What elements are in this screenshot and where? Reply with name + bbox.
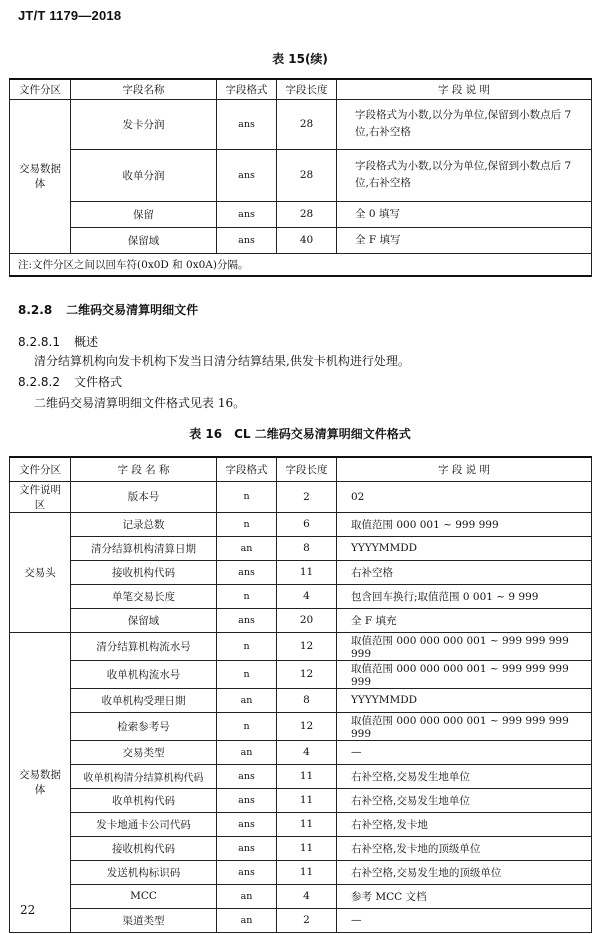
section-heading-828 [18,301,198,318]
table15-note-row [10,253,592,276]
field-length: 11 [277,836,337,860]
field-name: 清分结算机构清算日期 [71,536,217,560]
field-length: 2 [277,481,337,512]
table-note: 注:文件分区之间以回车符(0x0D 和 0x0A)分隔。 [10,253,592,276]
field-name: 交易类型 [71,740,217,764]
section-paragraph-8282: 二维码交易清算明细文件格式见表 16。 [34,396,246,410]
col-header-partition: 文件分区 [10,79,71,99]
field-name: MCC [71,884,217,908]
field-format: ans [217,764,277,788]
field-desc: 02 [337,481,592,512]
field-format: n [217,660,277,688]
table-row [10,536,592,560]
table-row [10,632,592,660]
table15 [9,78,592,277]
field-name: 保留 [71,201,217,227]
table16 [9,456,592,933]
field-name: 发送机构标识码 [71,860,217,884]
table-row [10,812,592,836]
field-format: ans [217,812,277,836]
partition-cell: 交易数据体 [10,99,71,253]
table-row [10,660,592,688]
field-format: an [217,908,277,932]
table15-caption: 表 15(续) [272,52,328,66]
field-name: 发卡地通卡公司代码 [71,812,217,836]
field-length: 28 [277,149,337,201]
col-header-field-desc: 字 段 说 明 [337,79,592,99]
field-name: 检索参考号 [71,712,217,740]
field-desc: 全 F 填写 [337,227,592,253]
field-name: 收单机构清分结算机构代码 [71,764,217,788]
field-format: ans [217,560,277,584]
field-desc: 参考 MCC 文档 [337,884,592,908]
field-format: an [217,688,277,712]
field-desc: 包含回车换行;取值范围 0 001 ~ 9 999 [337,584,592,608]
field-desc: 全 0 填写 [337,201,592,227]
field-format: ans [217,227,277,253]
field-name: 接收机构代码 [71,836,217,860]
field-length: 40 [277,227,337,253]
col-header-field-format: 字段格式 [217,79,277,99]
table-row [10,481,592,512]
field-format: ans [217,149,277,201]
field-desc: 右补空格,交易发生地单位 [337,764,592,788]
field-desc: 右补空格,交易发生地单位 [337,788,592,812]
field-desc: — [337,740,592,764]
table-row [10,149,592,201]
field-length: 8 [277,688,337,712]
field-format: n [217,584,277,608]
table-row [10,560,592,584]
field-name: 记录总数 [71,512,217,536]
field-name: 收单机构受理日期 [71,688,217,712]
table-row [10,688,592,712]
col-header-field-name: 字 段 名 称 [71,457,217,481]
table-row [10,860,592,884]
page-number: 22 [20,903,36,917]
field-desc: 取值范围 000 000 000 001 ~ 999 999 999 999 [337,632,592,660]
table-row [10,584,592,608]
field-length: 28 [277,99,337,149]
field-format: n [217,481,277,512]
table-row [10,764,592,788]
field-format: an [217,536,277,560]
section-heading-8282 [18,373,122,390]
table-row [10,740,592,764]
field-format: an [217,740,277,764]
partition-cell: 交易头 [10,512,71,632]
field-name: 版本号 [71,481,217,512]
table-row [10,227,592,253]
table-row [10,836,592,860]
field-length: 4 [277,740,337,764]
col-header-field-desc: 字 段 说 明 [337,457,592,481]
field-desc: — [337,908,592,932]
table-row [10,908,592,932]
table-row [10,99,592,149]
field-format: n [217,632,277,660]
field-format: ans [217,99,277,149]
field-desc: 全 F 填充 [337,608,592,632]
field-length: 28 [277,201,337,227]
field-length: 6 [277,512,337,536]
field-name: 清分结算机构流水号 [71,632,217,660]
field-format: an [217,884,277,908]
section-title: 二维码交易清算明细文件 [66,303,199,317]
table-row [10,712,592,740]
table16-caption: 表 16 CL 二维码交易清算明细文件格式 [189,427,411,441]
table16-header-row [10,457,592,481]
field-format: ans [217,860,277,884]
field-length: 11 [277,560,337,584]
table-row [10,884,592,908]
field-desc: 取值范围 000 000 000 001 ~ 999 999 999 999 [337,712,592,740]
field-length: 2 [277,908,337,932]
field-desc: 字段格式为小数,以分为单位,保留到小数点后 7 位,右补空格 [337,99,592,149]
section-number: 8.2.8 [18,303,53,317]
field-length: 11 [277,764,337,788]
col-header-field-length: 字段长度 [277,79,337,99]
section-title: 概述 [73,335,98,349]
col-header-field-length: 字段长度 [277,457,337,481]
field-length: 4 [277,884,337,908]
field-desc: 取值范围 000 000 000 001 ~ 999 999 999 999 [337,660,592,688]
field-name: 发卡分润 [71,99,217,149]
section-heading-8281 [18,333,98,350]
field-name: 渠道类型 [71,908,217,932]
section-title: 文件格式 [73,375,122,389]
standard-id: JT/T 1179—2018 [18,8,122,23]
col-header-field-format: 字段格式 [217,457,277,481]
field-name: 收单机构代码 [71,788,217,812]
table-row [10,201,592,227]
table15-header-row [10,79,592,99]
field-length: 4 [277,584,337,608]
field-length: 8 [277,536,337,560]
section-number: 8.2.8.2 [18,375,60,389]
field-desc: 右补空格,交易发生地的顶级单位 [337,860,592,884]
field-desc: YYYYMMDD [337,536,592,560]
field-desc: 右补空格,发卡地的顶级单位 [337,836,592,860]
field-desc: 取值范围 000 001 ~ 999 999 [337,512,592,536]
section-number: 8.2.8.1 [18,335,60,349]
field-format: n [217,512,277,536]
col-header-partition: 文件分区 [10,457,71,481]
field-format: n [217,712,277,740]
field-format: ans [217,788,277,812]
table-row [10,608,592,632]
field-length: 12 [277,660,337,688]
field-length: 11 [277,812,337,836]
field-length: 11 [277,788,337,812]
col-header-field-name: 字段名称 [71,79,217,99]
table-row [10,512,592,536]
field-desc: 右补空格,发卡地 [337,812,592,836]
field-name: 保留域 [71,608,217,632]
field-desc: 右补空格 [337,560,592,584]
field-length: 11 [277,860,337,884]
field-name: 收单分润 [71,149,217,201]
table-row [10,788,592,812]
section-paragraph-8281: 清分结算机构向发卡机构下发当日清分结算结果,供发卡机构进行处理。 [34,354,410,368]
partition-cell: 交易数据体 [10,632,71,932]
partition-cell: 文件说明区 [10,481,71,512]
field-format: ans [217,836,277,860]
field-length: 12 [277,712,337,740]
field-name: 保留域 [71,227,217,253]
field-format: ans [217,608,277,632]
field-desc: YYYYMMDD [337,688,592,712]
field-desc: 字段格式为小数,以分为单位,保留到小数点后 7 位,右补空格 [337,149,592,201]
field-name: 接收机构代码 [71,560,217,584]
field-name: 收单机构流水号 [71,660,217,688]
field-length: 20 [277,608,337,632]
field-format: ans [217,201,277,227]
field-name: 单笔交易长度 [71,584,217,608]
field-length: 12 [277,632,337,660]
